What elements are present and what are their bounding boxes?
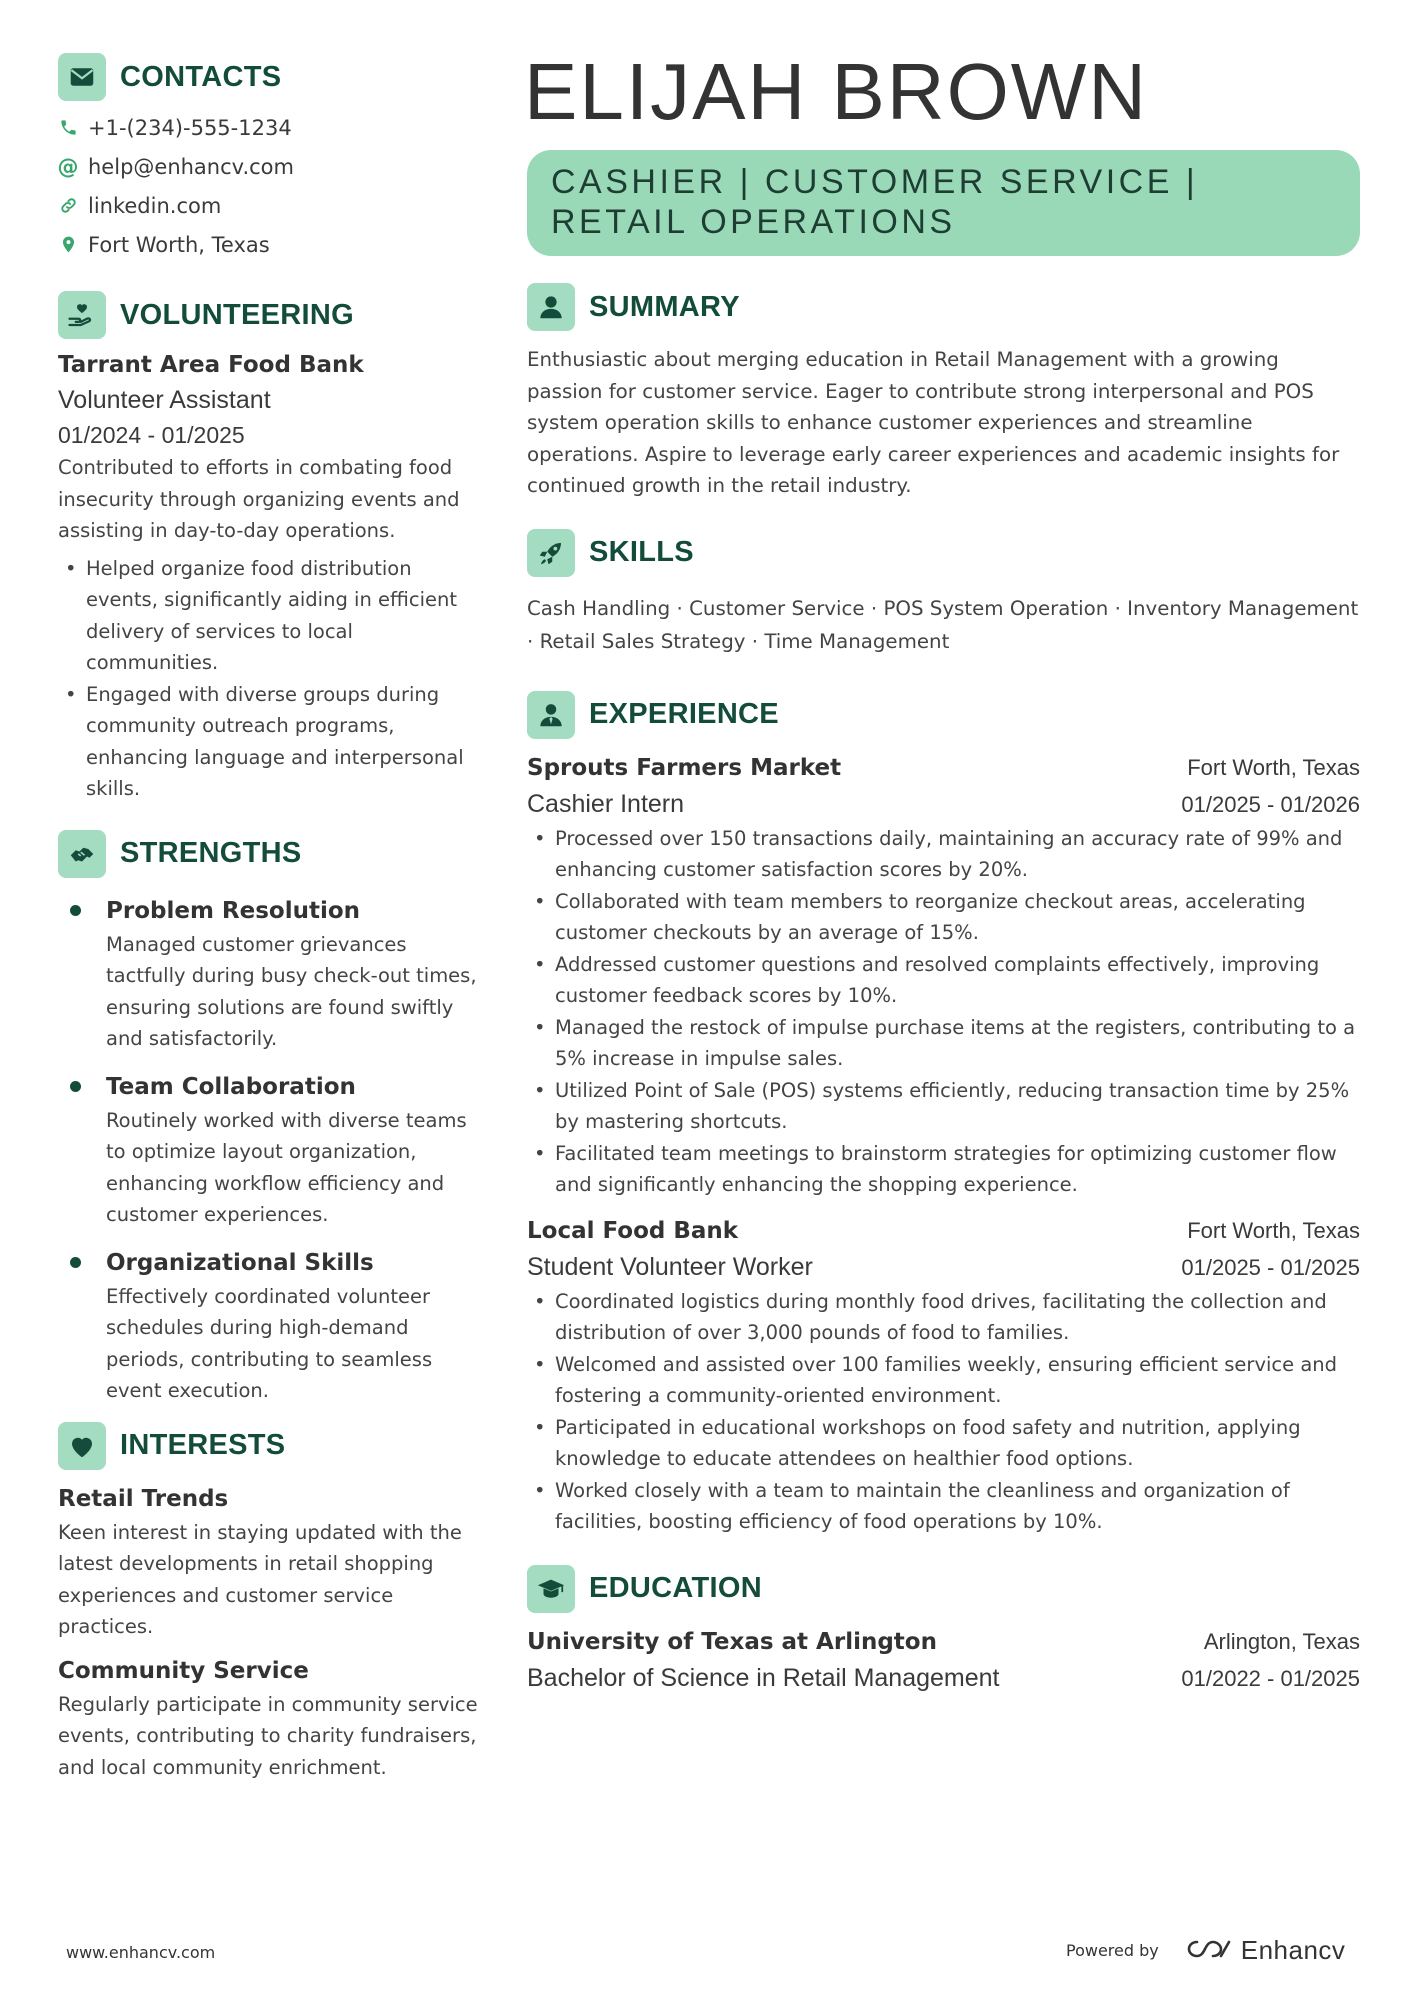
phone-icon <box>58 117 78 139</box>
user-tie-icon <box>527 691 575 739</box>
experience-org: Local Food Bank <box>527 1217 739 1244</box>
interest-text: Keen interest in staying updated with the latest developments in retail shopping experiences and customer service practices. <box>58 1520 462 1638</box>
strengths-header <box>58 829 478 879</box>
contacts-list <box>58 108 478 264</box>
experience-location: Fort Worth, Texas <box>1187 1217 1360 1243</box>
experience-subhead <box>527 1249 1360 1286</box>
interest-title: Retail Trends <box>58 1485 229 1512</box>
bullet-dot <box>70 1257 81 1268</box>
education-title: EDUCATION <box>589 1572 762 1604</box>
experience-location: Fort Worth, Texas <box>1187 754 1360 780</box>
graduation-cap-icon <box>527 1565 575 1613</box>
contact-email[interactable] <box>58 147 478 186</box>
experience-head <box>527 1213 1360 1249</box>
experience-title: EXPERIENCE <box>589 698 779 730</box>
user-icon <box>527 283 575 331</box>
strength-text: Effectively coordinated volunteer schedules during high-demand periods, contributing to seamless event execution. <box>106 1284 433 1402</box>
skills-text: Cash Handling · Customer Service · POS System Operation · Inventory Management · Retail Sales Strategy · Time Management <box>527 596 1359 653</box>
experience-date: 01/2025 - 01/2025 <box>1181 1254 1360 1280</box>
interest-item <box>58 1481 478 1643</box>
experience-role: Cashier Intern <box>527 789 685 818</box>
education-date: 01/2022 - 01/2025 <box>1181 1665 1360 1691</box>
volunteer-role: Volunteer Assistant <box>58 386 271 414</box>
education-header <box>527 1564 1360 1614</box>
footer-branding <box>1066 1935 1345 1966</box>
list-item: • Welcomed and assisted over 100 families weekly, ensuring efficient service and fostering a community-oriented environment. <box>527 1349 1360 1412</box>
left-column <box>58 52 478 1783</box>
list-item: • Utilized Point of Sale (POS) systems efficiently, reducing transaction time by 25% by mastering shortcuts. <box>527 1075 1360 1138</box>
contact-location-text: Fort Worth, Texas <box>88 232 270 257</box>
education-school: University of Texas at Arlington <box>527 1628 937 1655</box>
link-icon <box>58 195 78 217</box>
footer-website[interactable]: www.enhancv.com <box>66 1943 216 1962</box>
strengths-list <box>58 893 478 1407</box>
experience-date: 01/2025 - 01/2026 <box>1181 791 1360 817</box>
interest-title: Community Service <box>58 1657 309 1684</box>
list-item: • Coordinated logistics during monthly food drives, facilitating the collection and distribution of over 3,000 pounds of food to families. <box>527 1286 1360 1349</box>
strength-title: Team Collaboration <box>106 1073 356 1100</box>
experience-subhead <box>527 786 1360 823</box>
list-item: • Participated in educational workshops on food safety and nutrition, applying knowledge to educate attendees on healthier food options. <box>527 1412 1360 1475</box>
interest-text: Regularly participate in community service events, contributing to charity fundraisers, and local community enrichment. <box>58 1692 478 1779</box>
strength-item <box>58 893 478 1055</box>
hand-heart-icon <box>58 291 106 339</box>
experience-bullets <box>527 1286 1360 1538</box>
experience-entry <box>527 1213 1360 1538</box>
summary-title: SUMMARY <box>589 290 740 323</box>
enhancv-logo-icon <box>1185 1936 1233 1966</box>
interest-item <box>58 1653 478 1784</box>
at-icon: @ <box>57 154 79 179</box>
contacts-title: CONTACTS <box>120 60 282 93</box>
bullet-dot <box>70 905 81 916</box>
volunteer-description: Contributed to efforts in combating food insecurity through organizing events and assisting in day-to-day operations. <box>58 456 460 542</box>
strengths-title: STRENGTHS <box>120 837 302 869</box>
contact-phone-text: +1-(234)-555-1234 <box>88 115 292 140</box>
education-entry <box>527 1624 1360 1697</box>
list-item: • Facilitated team meetings to brainstorm strategies for optimizing customer flow and significantly enhancing the shopping experience. <box>527 1138 1360 1201</box>
volunteering-entry <box>58 348 478 805</box>
contact-linkedin-text: linkedin.com <box>88 193 222 218</box>
experience-entry <box>527 750 1360 1201</box>
rocket-icon <box>527 529 575 577</box>
contact-linkedin[interactable] <box>58 186 478 225</box>
interests-title: INTERESTS <box>120 1429 286 1461</box>
experience-header <box>527 690 1360 740</box>
list-item: • Collaborated with team members to reorganize checkout areas, accelerating customer checkouts by an average of 15%. <box>527 886 1360 949</box>
interests-header <box>58 1421 478 1471</box>
volunteering-title: VOLUNTEERING <box>120 298 354 331</box>
education-location: Arlington, Texas <box>1203 1628 1360 1654</box>
strength-text: Managed customer grievances tactfully during busy check-out times, ensuring solutions are found swiftly and satisfactorily. <box>106 932 477 1050</box>
experience-org: Sprouts Farmers Market <box>527 754 842 781</box>
handshake-icon <box>58 830 106 878</box>
powered-by-label: Powered by <box>1066 1941 1159 1960</box>
envelope-icon <box>58 53 106 101</box>
education-degree: Bachelor of Science in Retail Management <box>527 1663 1000 1692</box>
list-item: • Managed the restock of impulse purchase items at the registers, contributing to a 5% increase in impulse sales. <box>527 1012 1360 1075</box>
volunteer-org: Tarrant Area Food Bank <box>58 352 364 378</box>
contact-location <box>58 225 478 264</box>
candidate-name: ELIJAH BROWN <box>524 47 1149 136</box>
summary-text: Enthusiastic about merging education in Retail Management with a growing passion for customer service. Eager to contribute strong interpersonal and POS system operation skills to enhance customer experiences and streamline operations. Aspire to leverage early career experiences and academic insights for continued growth in the retail industry. <box>527 348 1340 497</box>
experience-bullets <box>527 823 1360 1201</box>
list-item: • Processed over 150 transactions daily, maintaining an accuracy rate of 99% and enhancing customer satisfaction scores by 20%. <box>527 823 1360 886</box>
education-head <box>527 1624 1360 1660</box>
strength-item <box>58 1245 478 1407</box>
education-subhead <box>527 1660 1360 1697</box>
list-item: • Engaged with diverse groups during community outreach programs, enhancing language and interpersonal skills. <box>58 679 478 805</box>
list-item: • Addressed customer questions and resolved complaints effectively, improving customer feedback scores by 10%. <box>527 949 1360 1012</box>
interests-list <box>58 1481 478 1784</box>
contacts-header <box>58 52 478 102</box>
volunteer-bullets <box>58 553 478 805</box>
skills-title: SKILLS <box>589 536 694 568</box>
volunteering-header <box>58 290 478 340</box>
list-item: • Worked closely with a team to maintain the cleanliness and organization of facilities, boosting efficiency of food operations by 10%. <box>527 1475 1360 1538</box>
strength-title: Problem Resolution <box>106 897 361 924</box>
bullet-dot <box>70 1081 81 1092</box>
contact-phone[interactable] <box>58 108 478 147</box>
contact-email-text: help@enhancv.com <box>88 154 294 179</box>
strength-item <box>58 1069 478 1231</box>
map-pin-icon <box>58 234 78 256</box>
brand-name: Enhancv <box>1240 1935 1346 1965</box>
strength-title: Organizational Skills <box>106 1249 374 1276</box>
list-item: • Helped organize food distribution events, significantly aiding in efficient delivery of services to local communities. <box>58 553 478 679</box>
summary-header <box>527 282 1360 332</box>
right-column <box>524 47 1360 1697</box>
tagline: CASHIER | CUSTOMER SERVICE | RETAIL OPERATIONS <box>527 150 1360 256</box>
experience-head <box>527 750 1360 786</box>
experience-role: Student Volunteer Worker <box>527 1252 813 1281</box>
strength-text: Routinely worked with diverse teams to optimize layout organization, enhancing workflow efficiency and customer experiences. <box>106 1108 467 1226</box>
volunteer-date: 01/2024 - 01/2025 <box>58 422 245 448</box>
skills-header <box>527 528 1360 578</box>
heart-icon <box>58 1422 106 1470</box>
